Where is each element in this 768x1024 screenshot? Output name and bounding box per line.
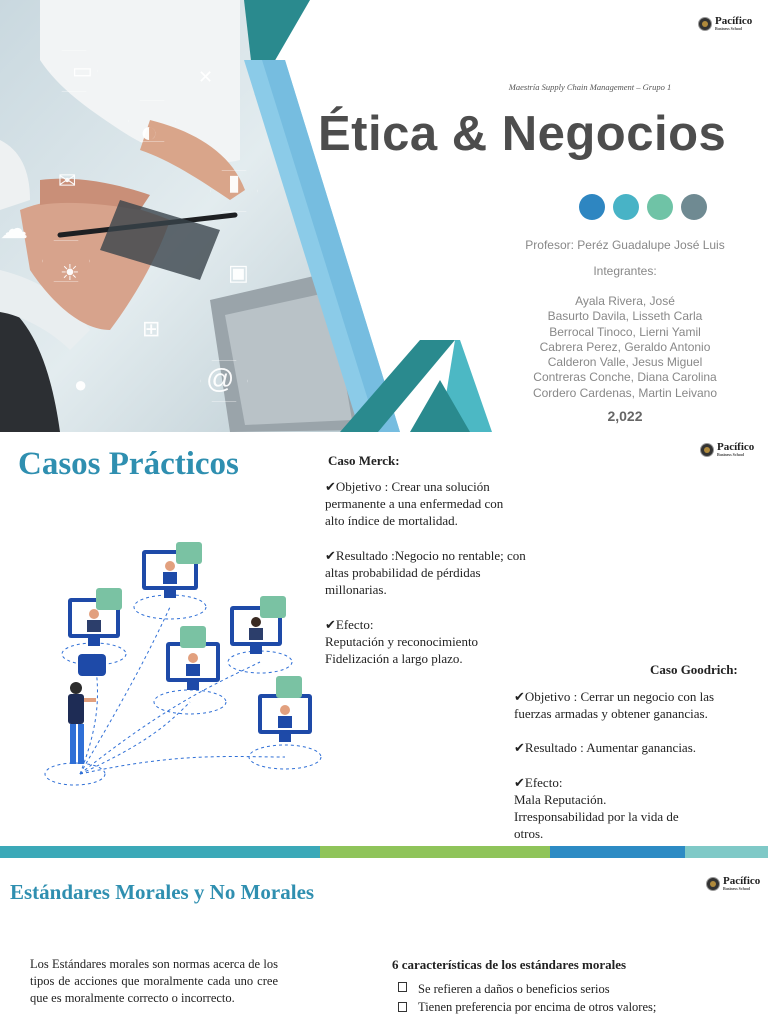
shopping-cart-icon: ⊞ bbox=[142, 316, 161, 341]
year: 2,022 bbox=[607, 408, 643, 424]
member-name: Cordero Cardenas, Martin Leivano bbox=[532, 385, 718, 400]
bar-chart-icon: ▮ bbox=[228, 170, 241, 195]
case-goodrich-objective: ✔Objetivo : Cerrar un negocio con las fuerzas armadas y obtener ganancias. bbox=[514, 689, 715, 721]
lock-icon: ▣ bbox=[228, 260, 249, 285]
member-name: Basurto Davila, Lisseth Carla bbox=[547, 309, 703, 324]
moral-standards-slide bbox=[0, 858, 768, 1024]
pacifico-logo bbox=[698, 16, 752, 31]
pacifico-seal-icon bbox=[706, 877, 720, 891]
stripe-segment bbox=[550, 846, 685, 858]
color-dot bbox=[613, 194, 639, 220]
network-illustration bbox=[30, 542, 330, 812]
case-goodrich-heading: Caso Goodrich: bbox=[650, 662, 738, 677]
title-slide bbox=[0, 0, 768, 432]
case-merck-heading: Caso Merck: bbox=[328, 453, 400, 468]
stripe-segment bbox=[685, 846, 768, 858]
color-dot bbox=[647, 194, 673, 220]
bullet-checkbox-icon bbox=[398, 1002, 407, 1012]
page-title: Ética & Negocios bbox=[318, 107, 727, 161]
logo-name: Pacífico bbox=[717, 441, 755, 453]
member-name: Cabrera Perez, Geraldo Antonio bbox=[539, 339, 711, 354]
case-goodrich-result: ✔Resultado : Aumentar ganancias. bbox=[514, 740, 697, 755]
at-sign-icon: @ bbox=[206, 363, 235, 394]
section-title: Estándares Morales y No Morales bbox=[10, 880, 315, 904]
case-merck-objective: ✔Objetivo : Crear una solución permanente a una enfermedad con alto índice de mortalidad. bbox=[325, 479, 504, 528]
pacifico-logo bbox=[706, 876, 760, 891]
case-merck-result: ✔Resultado :Negocio no rentable; con altas probabilidad de pérdidas millonarias. bbox=[325, 548, 526, 597]
tools-icon: ✕ bbox=[198, 67, 214, 87]
member-name: Contreras Conche, Diana Carolina bbox=[533, 370, 717, 385]
logo-subtitle: Business School bbox=[717, 452, 745, 457]
stripe-segment bbox=[320, 846, 550, 858]
section-title: Casos Prácticos bbox=[18, 446, 239, 482]
case-merck-effect: ✔Efecto: Reputación y reconocimiento Fidelización a largo plazo. bbox=[325, 617, 479, 666]
pacifico-seal-icon bbox=[698, 17, 712, 31]
member-name: Berrocal Tinoco, Lierni Yamil bbox=[549, 324, 701, 339]
members-list bbox=[490, 294, 760, 401]
professor-name: Profesor: Peréz Guadalupe José Luis bbox=[525, 238, 725, 252]
characteristic-item: Se refieren a daños o beneficios serios bbox=[418, 982, 610, 996]
logo-subtitle: Business School bbox=[715, 26, 743, 31]
pacifico-logo bbox=[700, 442, 754, 457]
location-pin-icon: ● bbox=[74, 372, 88, 397]
characteristic-item: Tienen preferencia por encima de otros valores; bbox=[418, 1000, 657, 1014]
member-name: Calderon Valle, Jesus Miguel bbox=[547, 355, 703, 370]
lightbulb-icon: ☀ bbox=[60, 260, 80, 285]
logo-name: Pacífico bbox=[723, 875, 761, 887]
case-studies-slide bbox=[0, 432, 768, 846]
color-stripe bbox=[0, 846, 768, 858]
laptop-icon: ▭ bbox=[72, 58, 93, 83]
envelope-icon: ✉ bbox=[58, 168, 77, 193]
color-dot bbox=[579, 194, 605, 220]
characteristics-heading: 6 características de los estándares morales bbox=[392, 957, 627, 972]
cloud-icon: ☁ bbox=[0, 213, 28, 244]
stripe-segment bbox=[0, 846, 320, 858]
pacifico-seal-icon bbox=[700, 443, 714, 457]
moral-standards-paragraph: Los Estándares morales son normas acerca de los tipos de acciones que moralmente cada uno cree que es moralmente correcto o incorrecto. bbox=[30, 957, 278, 1005]
members-label: Integrantes: bbox=[593, 264, 657, 278]
program-subtitle: Maestría Supply Chain Management – Grupo 1 bbox=[508, 82, 672, 92]
globe-icon: ◐ bbox=[140, 116, 159, 149]
logo-name: Pacífico bbox=[715, 15, 753, 27]
case-goodrich-effect: ✔Efecto: Mala Reputación. Irresponsabilidad por la vida de otros. bbox=[514, 775, 679, 841]
logo-subtitle: Business School bbox=[723, 886, 751, 891]
color-dot bbox=[681, 194, 707, 220]
bullet-checkbox-icon bbox=[398, 982, 407, 992]
member-name: Ayala Rivera, José bbox=[575, 294, 675, 308]
